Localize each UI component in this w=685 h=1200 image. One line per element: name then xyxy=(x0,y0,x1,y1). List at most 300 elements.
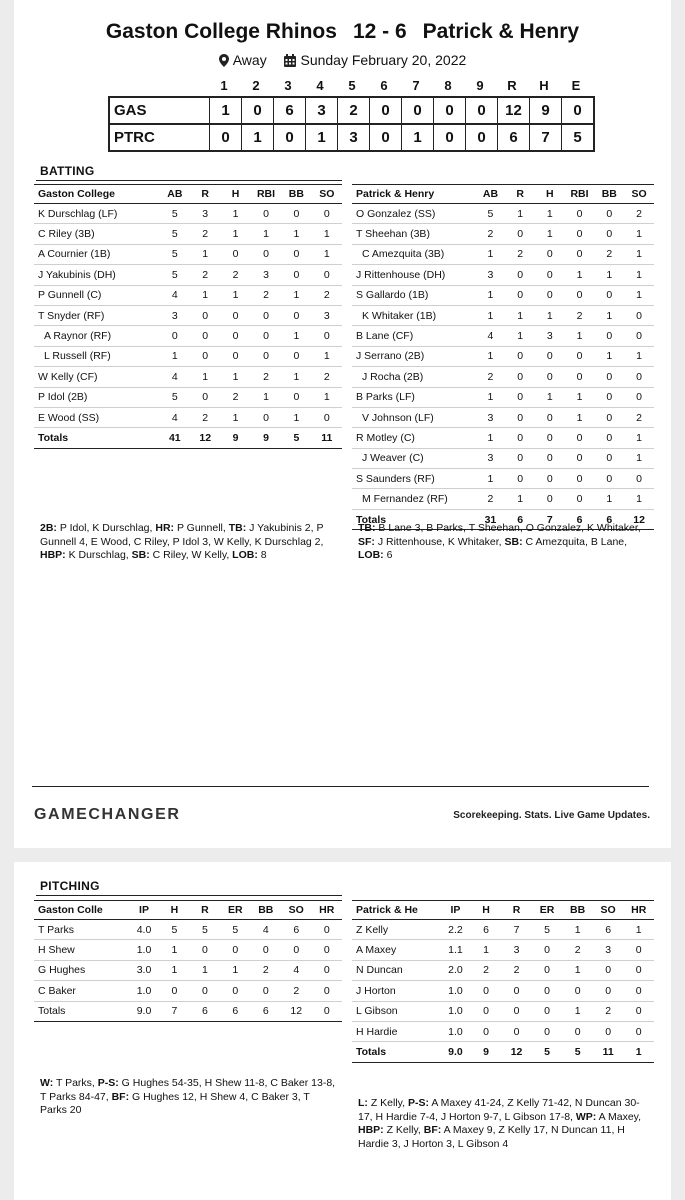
player-name: A Cournier (1B) xyxy=(34,244,160,264)
stat-cell: 0 xyxy=(311,981,342,1001)
total-cell: 6 xyxy=(251,1001,281,1021)
stat-cell: 2 xyxy=(312,367,342,387)
total-cell: 9 xyxy=(471,1042,502,1062)
note-key: W: xyxy=(40,1077,54,1089)
calendar-icon xyxy=(284,54,296,70)
stat-cell: 1 xyxy=(281,367,311,387)
linescore-cell: 0 xyxy=(466,97,498,124)
stat-cell: 3 xyxy=(476,407,506,427)
note-key: L: xyxy=(358,1097,368,1109)
linescore-cell: 0 xyxy=(562,97,595,124)
team-column-header: Patrick & He xyxy=(352,901,440,920)
game-meta xyxy=(14,52,671,70)
player-name: L Gibson xyxy=(352,1001,440,1021)
stat-cell: 0 xyxy=(190,981,220,1001)
stat-cell: 2 xyxy=(594,244,624,264)
stat-cell: 0 xyxy=(160,326,190,346)
location-pin-icon xyxy=(219,54,229,70)
stat-cell: 0 xyxy=(535,489,565,509)
stat-cell: 0 xyxy=(281,244,311,264)
table-row xyxy=(34,940,342,960)
note-key: LOB: xyxy=(232,549,258,561)
stat-cell: 2 xyxy=(476,489,506,509)
note-key: P-S: xyxy=(407,1097,429,1109)
stat-cell: 0 xyxy=(505,285,535,305)
player-name: J Yakubinis (DH) xyxy=(34,265,160,285)
stat-cell: 0 xyxy=(594,407,624,427)
total-cell: 0 xyxy=(311,1001,342,1021)
stat-cell: 0 xyxy=(220,940,250,960)
patrick-pitching-table xyxy=(352,900,654,1063)
game-date: Sunday February 20, 2022 xyxy=(300,52,467,68)
player-name: H Shew xyxy=(34,940,129,960)
player-name: C Amezquita (3B) xyxy=(352,244,476,264)
stat-cell: 0 xyxy=(594,224,624,244)
player-name: J Horton xyxy=(352,981,440,1001)
linescore-cell: 1 xyxy=(306,124,338,151)
patrick-pitching-notes xyxy=(358,1097,648,1151)
stat-cell: 2.0 xyxy=(440,960,471,980)
team-column-header: Gaston Colle xyxy=(34,901,129,920)
stat-cell: 2.2 xyxy=(440,920,471,940)
stat-cell: 5 xyxy=(476,204,506,224)
stat-cell: 2 xyxy=(251,367,281,387)
stat-cell: 1 xyxy=(312,244,342,264)
stat-cell: 6 xyxy=(593,920,624,940)
player-name: S Gallardo (1B) xyxy=(352,285,476,305)
stat-cell: 1 xyxy=(281,407,311,427)
stat-column-header: HR xyxy=(623,901,654,920)
stat-cell: 2 xyxy=(565,305,595,325)
player-name: K Durschlag (LF) xyxy=(34,204,160,224)
stat-cell: 6 xyxy=(471,920,502,940)
stat-cell: 1 xyxy=(220,960,250,980)
stat-cell: 0 xyxy=(565,367,595,387)
player-name: W Kelly (CF) xyxy=(34,367,160,387)
table-row xyxy=(352,204,654,224)
stat-cell: 0 xyxy=(565,346,595,366)
table-header-row xyxy=(352,901,654,920)
linescore-col-header: 4 xyxy=(316,78,324,93)
totals-row xyxy=(34,1001,342,1021)
player-name: S Saunders (RF) xyxy=(352,469,476,489)
stat-cell: 1 xyxy=(281,285,311,305)
player-name: A Maxey xyxy=(352,940,440,960)
stat-cell: 5 xyxy=(160,387,190,407)
gaston-batting-table xyxy=(34,184,342,449)
stat-cell: 2 xyxy=(251,285,281,305)
linescore-cell: 0 xyxy=(370,124,402,151)
linescore-row xyxy=(109,124,594,151)
player-name: K Whitaker (1B) xyxy=(352,305,476,325)
linescore-cell: 7 xyxy=(530,124,562,151)
note-value: C Riley, W Kelly, xyxy=(149,549,233,561)
stat-cell: 0 xyxy=(190,305,220,325)
pitching-section-title: PITCHING xyxy=(40,879,100,893)
stat-cell: 2 xyxy=(281,981,311,1001)
gaston-pitching-table xyxy=(34,900,342,1022)
stat-cell: 0 xyxy=(251,346,281,366)
stat-cell: 0 xyxy=(281,940,311,960)
stat-cell: 1 xyxy=(312,224,342,244)
stat-cell: 5 xyxy=(190,920,220,940)
stat-cell: 0 xyxy=(251,244,281,264)
linescore-cell: 0 xyxy=(210,124,242,151)
home-team-name: Gaston College Rhinos xyxy=(105,20,337,43)
stat-cell: 1.0 xyxy=(129,940,159,960)
stat-cell: 3 xyxy=(476,448,506,468)
player-name: R Motley (C) xyxy=(352,428,476,448)
stat-cell: 0 xyxy=(281,387,311,407)
stat-cell: 0 xyxy=(505,387,535,407)
stat-cell: 0 xyxy=(624,469,654,489)
stat-cell: 0 xyxy=(562,981,593,1001)
total-cell: 6 xyxy=(505,509,535,529)
stat-cell: 0 xyxy=(311,940,342,960)
player-name: Z Kelly xyxy=(352,920,440,940)
linescore-cell: 0 xyxy=(434,97,466,124)
player-name: T Sheehan (3B) xyxy=(352,224,476,244)
note-key: BF: xyxy=(111,1090,130,1103)
stat-column-header: H xyxy=(220,185,250,204)
stat-cell: 1 xyxy=(624,489,654,509)
stat-cell: 0 xyxy=(623,1001,654,1021)
total-cell: 9.0 xyxy=(129,1001,159,1021)
stat-cell: 1.1 xyxy=(440,940,471,960)
note-key: TB: xyxy=(228,522,247,534)
stat-cell: 0 xyxy=(471,1021,502,1041)
table-row xyxy=(352,1021,654,1041)
stat-cell: 1 xyxy=(624,285,654,305)
stat-column-header: IP xyxy=(129,901,159,920)
stat-cell: 0 xyxy=(220,981,250,1001)
gaston-pitching-notes xyxy=(40,1077,336,1118)
stat-cell: 2 xyxy=(220,387,250,407)
stat-cell: 0 xyxy=(312,265,342,285)
stat-cell: 1 xyxy=(562,920,593,940)
stat-cell: 0 xyxy=(624,367,654,387)
linescore-col-header: 5 xyxy=(348,78,356,93)
note-value: A Maxey 41-24, Z Kelly 71-42, N Duncan 30-17, H Hardie 7-4, J Horton 9-7, L Gibson 17-8, xyxy=(358,1097,640,1123)
player-name: M Fernandez (RF) xyxy=(352,489,476,509)
totals-label: Totals xyxy=(34,428,160,448)
stat-cell: 0 xyxy=(281,305,311,325)
total-cell: 5 xyxy=(281,428,311,448)
total-cell: 12 xyxy=(501,1042,532,1062)
table-row xyxy=(34,960,342,980)
player-name: L Russell (RF) xyxy=(34,346,160,366)
table-row xyxy=(352,265,654,285)
stat-cell: 1 xyxy=(624,428,654,448)
table-row xyxy=(34,204,342,224)
player-name: O Gonzalez (SS) xyxy=(352,204,476,224)
stat-cell: 5 xyxy=(160,265,190,285)
stat-cell: 3 xyxy=(312,305,342,325)
stat-cell: 2 xyxy=(624,204,654,224)
table-row xyxy=(352,305,654,325)
stat-cell: 0 xyxy=(593,1021,624,1041)
note-key: 2B: xyxy=(40,522,57,534)
stat-column-header: IP xyxy=(440,901,471,920)
table-row xyxy=(34,387,342,407)
stat-cell: 0 xyxy=(251,305,281,325)
table-row xyxy=(352,1001,654,1021)
stat-cell: 0 xyxy=(565,285,595,305)
total-cell: 5 xyxy=(532,1042,563,1062)
total-cell: 12 xyxy=(281,1001,311,1021)
stat-cell: 0 xyxy=(532,1001,563,1021)
stat-cell: 0 xyxy=(565,224,595,244)
stat-cell: 0 xyxy=(471,981,502,1001)
stat-cell: 5 xyxy=(220,920,250,940)
stat-cell: 2 xyxy=(624,407,654,427)
note-value: P Gunnell, xyxy=(174,522,229,534)
table-row xyxy=(352,346,654,366)
stat-cell: 1 xyxy=(476,244,506,264)
stat-cell: 0 xyxy=(535,285,565,305)
note-key: SB: xyxy=(131,549,150,561)
stat-column-header: R xyxy=(190,901,220,920)
stat-cell: 0 xyxy=(190,387,220,407)
stat-cell: 0 xyxy=(471,1001,502,1021)
stat-cell: 0 xyxy=(624,305,654,325)
stat-cell: 0 xyxy=(532,960,563,980)
stat-cell: 0 xyxy=(251,940,281,960)
total-cell: 11 xyxy=(312,428,342,448)
stat-column-header: BB xyxy=(251,901,281,920)
stat-cell: 1 xyxy=(160,346,190,366)
linescore-col-header: 3 xyxy=(284,78,292,93)
player-name: V Johnson (LF) xyxy=(352,407,476,427)
stat-cell: 0 xyxy=(594,285,624,305)
stat-cell: 1 xyxy=(562,1001,593,1021)
stat-cell: 1 xyxy=(220,367,250,387)
table-row xyxy=(352,428,654,448)
stat-cell: 0 xyxy=(311,960,342,980)
linescore-cell: 0 xyxy=(370,97,402,124)
stat-cell: 2 xyxy=(312,285,342,305)
linescore-col-header: 1 xyxy=(220,78,228,93)
stat-cell: 0 xyxy=(594,428,624,448)
stat-column-header: BB xyxy=(594,185,624,204)
stat-cell: 5 xyxy=(160,244,190,264)
stat-column-header: SO xyxy=(593,901,624,920)
note-key: SB: xyxy=(504,535,523,548)
stat-cell: 0 xyxy=(535,244,565,264)
linescore-team: GAS xyxy=(109,97,210,124)
player-name: H Hardie xyxy=(352,1021,440,1041)
stat-column-header: H xyxy=(159,901,189,920)
stat-cell: 0 xyxy=(251,326,281,346)
stat-cell: 0 xyxy=(535,346,565,366)
stat-column-header: RBI xyxy=(565,185,595,204)
stat-cell: 4 xyxy=(160,407,190,427)
table-row xyxy=(352,981,654,1001)
stat-cell: 0 xyxy=(190,326,220,346)
stat-cell: 0 xyxy=(594,387,624,407)
totals-row xyxy=(352,1042,654,1062)
location-label: Away xyxy=(232,52,267,68)
stat-cell: 1 xyxy=(476,387,506,407)
stat-cell: 1 xyxy=(220,285,250,305)
linescore-cell: 0 xyxy=(434,124,466,151)
table-row xyxy=(352,387,654,407)
note-value: A Maxey 9, Z Kelly 17, N Duncan 11, H Hardie 3, J Horton 3, L Gibson 4 xyxy=(358,1124,625,1150)
stat-cell: 1 xyxy=(535,305,565,325)
stat-cell: 2 xyxy=(476,367,506,387)
linescore-table xyxy=(108,96,595,152)
stat-cell: 1 xyxy=(281,224,311,244)
stat-cell: 1 xyxy=(594,305,624,325)
stat-cell: 1 xyxy=(190,367,220,387)
stat-cell: 1.0 xyxy=(440,1001,471,1021)
table-row xyxy=(352,489,654,509)
table-row xyxy=(352,285,654,305)
linescore-cell: 9 xyxy=(530,97,562,124)
stat-column-header: SO xyxy=(624,185,654,204)
stat-cell: 3 xyxy=(251,265,281,285)
total-cell: 7 xyxy=(535,509,565,529)
stat-column-header: SO xyxy=(312,185,342,204)
note-key: TB: xyxy=(358,522,376,534)
linescore-cell: 0 xyxy=(242,97,274,124)
stat-cell: 5 xyxy=(160,224,190,244)
stat-cell: 0 xyxy=(220,326,250,346)
linescore-cell: 5 xyxy=(562,124,595,151)
table-row xyxy=(352,469,654,489)
table-header-row xyxy=(352,185,654,204)
note-value: G Hughes 54-35, H Shew 11-8, C Baker 13-8, T Parks 84-47, xyxy=(40,1077,336,1103)
linescore-col-header: E xyxy=(571,78,581,93)
total-cell: 12 xyxy=(624,509,654,529)
batting-section-title: BATTING xyxy=(40,164,95,178)
stat-cell: 0 xyxy=(535,428,565,448)
stat-cell: 0 xyxy=(220,244,250,264)
stat-cell: 0 xyxy=(505,367,535,387)
team-column-header: Gaston College xyxy=(34,185,160,204)
player-name: G Hughes xyxy=(34,960,129,980)
linescore-col-header: R xyxy=(507,78,517,93)
stat-cell: 1 xyxy=(476,428,506,448)
stat-cell: 2 xyxy=(562,940,593,960)
total-cell: 41 xyxy=(160,428,190,448)
stat-cell: 1 xyxy=(190,285,220,305)
stat-cell: 1 xyxy=(565,407,595,427)
gamechanger-logo: GAMECHANGER xyxy=(34,806,181,823)
stat-cell: 3 xyxy=(476,265,506,285)
stat-cell: 1 xyxy=(565,387,595,407)
linescore-col-header: 9 xyxy=(476,78,484,93)
linescore-cell: 3 xyxy=(306,97,338,124)
stat-cell: 0 xyxy=(501,981,532,1001)
stat-cell: 1 xyxy=(624,265,654,285)
stat-cell: 2 xyxy=(190,407,220,427)
linescore-cell: 1 xyxy=(210,97,242,124)
table-row xyxy=(352,940,654,960)
stat-cell: 1 xyxy=(624,346,654,366)
stat-cell: 5 xyxy=(160,204,190,224)
stat-cell: 2 xyxy=(501,960,532,980)
stat-cell: 0 xyxy=(505,448,535,468)
stat-cell: 1 xyxy=(535,204,565,224)
stat-cell: 1 xyxy=(159,960,189,980)
stat-cell: 1 xyxy=(594,489,624,509)
table-row xyxy=(352,244,654,264)
stat-cell: 2 xyxy=(471,960,502,980)
footer-rule xyxy=(32,786,649,787)
player-name: J Rocha (2B) xyxy=(352,367,476,387)
total-cell: 1 xyxy=(623,1042,654,1062)
table-row xyxy=(34,285,342,305)
total-cell: 11 xyxy=(593,1042,624,1062)
stat-cell: 0 xyxy=(501,1021,532,1041)
stat-cell: 0 xyxy=(532,940,563,960)
linescore-col-header: 6 xyxy=(380,78,388,93)
stat-column-header: ER xyxy=(532,901,563,920)
stat-cell: 1.0 xyxy=(440,1021,471,1041)
note-value: C Amezquita, B Lane, xyxy=(522,535,628,548)
footer-tagline: Scorekeeping. Stats. Live Game Updates. xyxy=(453,810,650,821)
stat-cell: 4 xyxy=(160,367,190,387)
gaston-batting-notes xyxy=(40,522,334,563)
stat-cell: 0 xyxy=(565,244,595,264)
note-value: J Yakubinis 2, P Gunnell 4, E Wood, C Riley, P Idol 3, W Kelly, K Durschlag 2, xyxy=(40,522,324,548)
note-key: P-S: xyxy=(97,1077,119,1089)
stat-cell: 0 xyxy=(623,960,654,980)
stat-cell: 4 xyxy=(281,960,311,980)
stat-cell: 1 xyxy=(565,326,595,346)
totals-row xyxy=(34,428,342,448)
stat-cell: 0 xyxy=(190,940,220,960)
note-key: WP: xyxy=(575,1110,597,1123)
total-cell: 6 xyxy=(565,509,595,529)
stat-cell: 0 xyxy=(624,387,654,407)
stat-cell: 0 xyxy=(594,448,624,468)
stat-cell: 1 xyxy=(624,224,654,244)
linescore-cell: 0 xyxy=(466,124,498,151)
note-value: G Hughes 12, H Shew 4, C Baker 3, T Parks 20 xyxy=(40,1090,310,1116)
linescore-cell: 3 xyxy=(338,124,370,151)
player-name: P Idol (2B) xyxy=(34,387,160,407)
stat-column-header: AB xyxy=(160,185,190,204)
stat-cell: 0 xyxy=(532,1021,563,1041)
table-row xyxy=(34,367,342,387)
note-value: B Lane 3, B Parks, T Sheehan, O Gonzalez, K Whitaker, xyxy=(375,522,641,534)
linescore-col-header: 2 xyxy=(252,78,260,93)
note-value: A Maxey, xyxy=(596,1110,642,1123)
stat-cell: 0 xyxy=(535,448,565,468)
player-name: B Parks (LF) xyxy=(352,387,476,407)
stat-cell: 1 xyxy=(220,204,250,224)
team-column-header: Patrick & Henry xyxy=(352,185,476,204)
note-key: LOB: xyxy=(358,549,384,561)
game-score: 12 - 6 xyxy=(352,20,407,43)
note-value: Z Kelly, xyxy=(367,1097,408,1109)
linescore-cell: 1 xyxy=(242,124,274,151)
table-row xyxy=(352,326,654,346)
stat-cell: 1 xyxy=(476,285,506,305)
note-value: T Parks, xyxy=(53,1077,98,1089)
pitching-card xyxy=(14,862,671,1200)
note-key: HBP: xyxy=(40,549,66,561)
stat-cell: 0 xyxy=(623,1021,654,1041)
table-header-row xyxy=(34,901,342,920)
stat-cell: 0 xyxy=(535,265,565,285)
linescore-cell: 1 xyxy=(402,124,434,151)
stat-cell: 3 xyxy=(160,305,190,325)
table-row xyxy=(34,407,342,427)
stat-cell: 1 xyxy=(312,346,342,366)
